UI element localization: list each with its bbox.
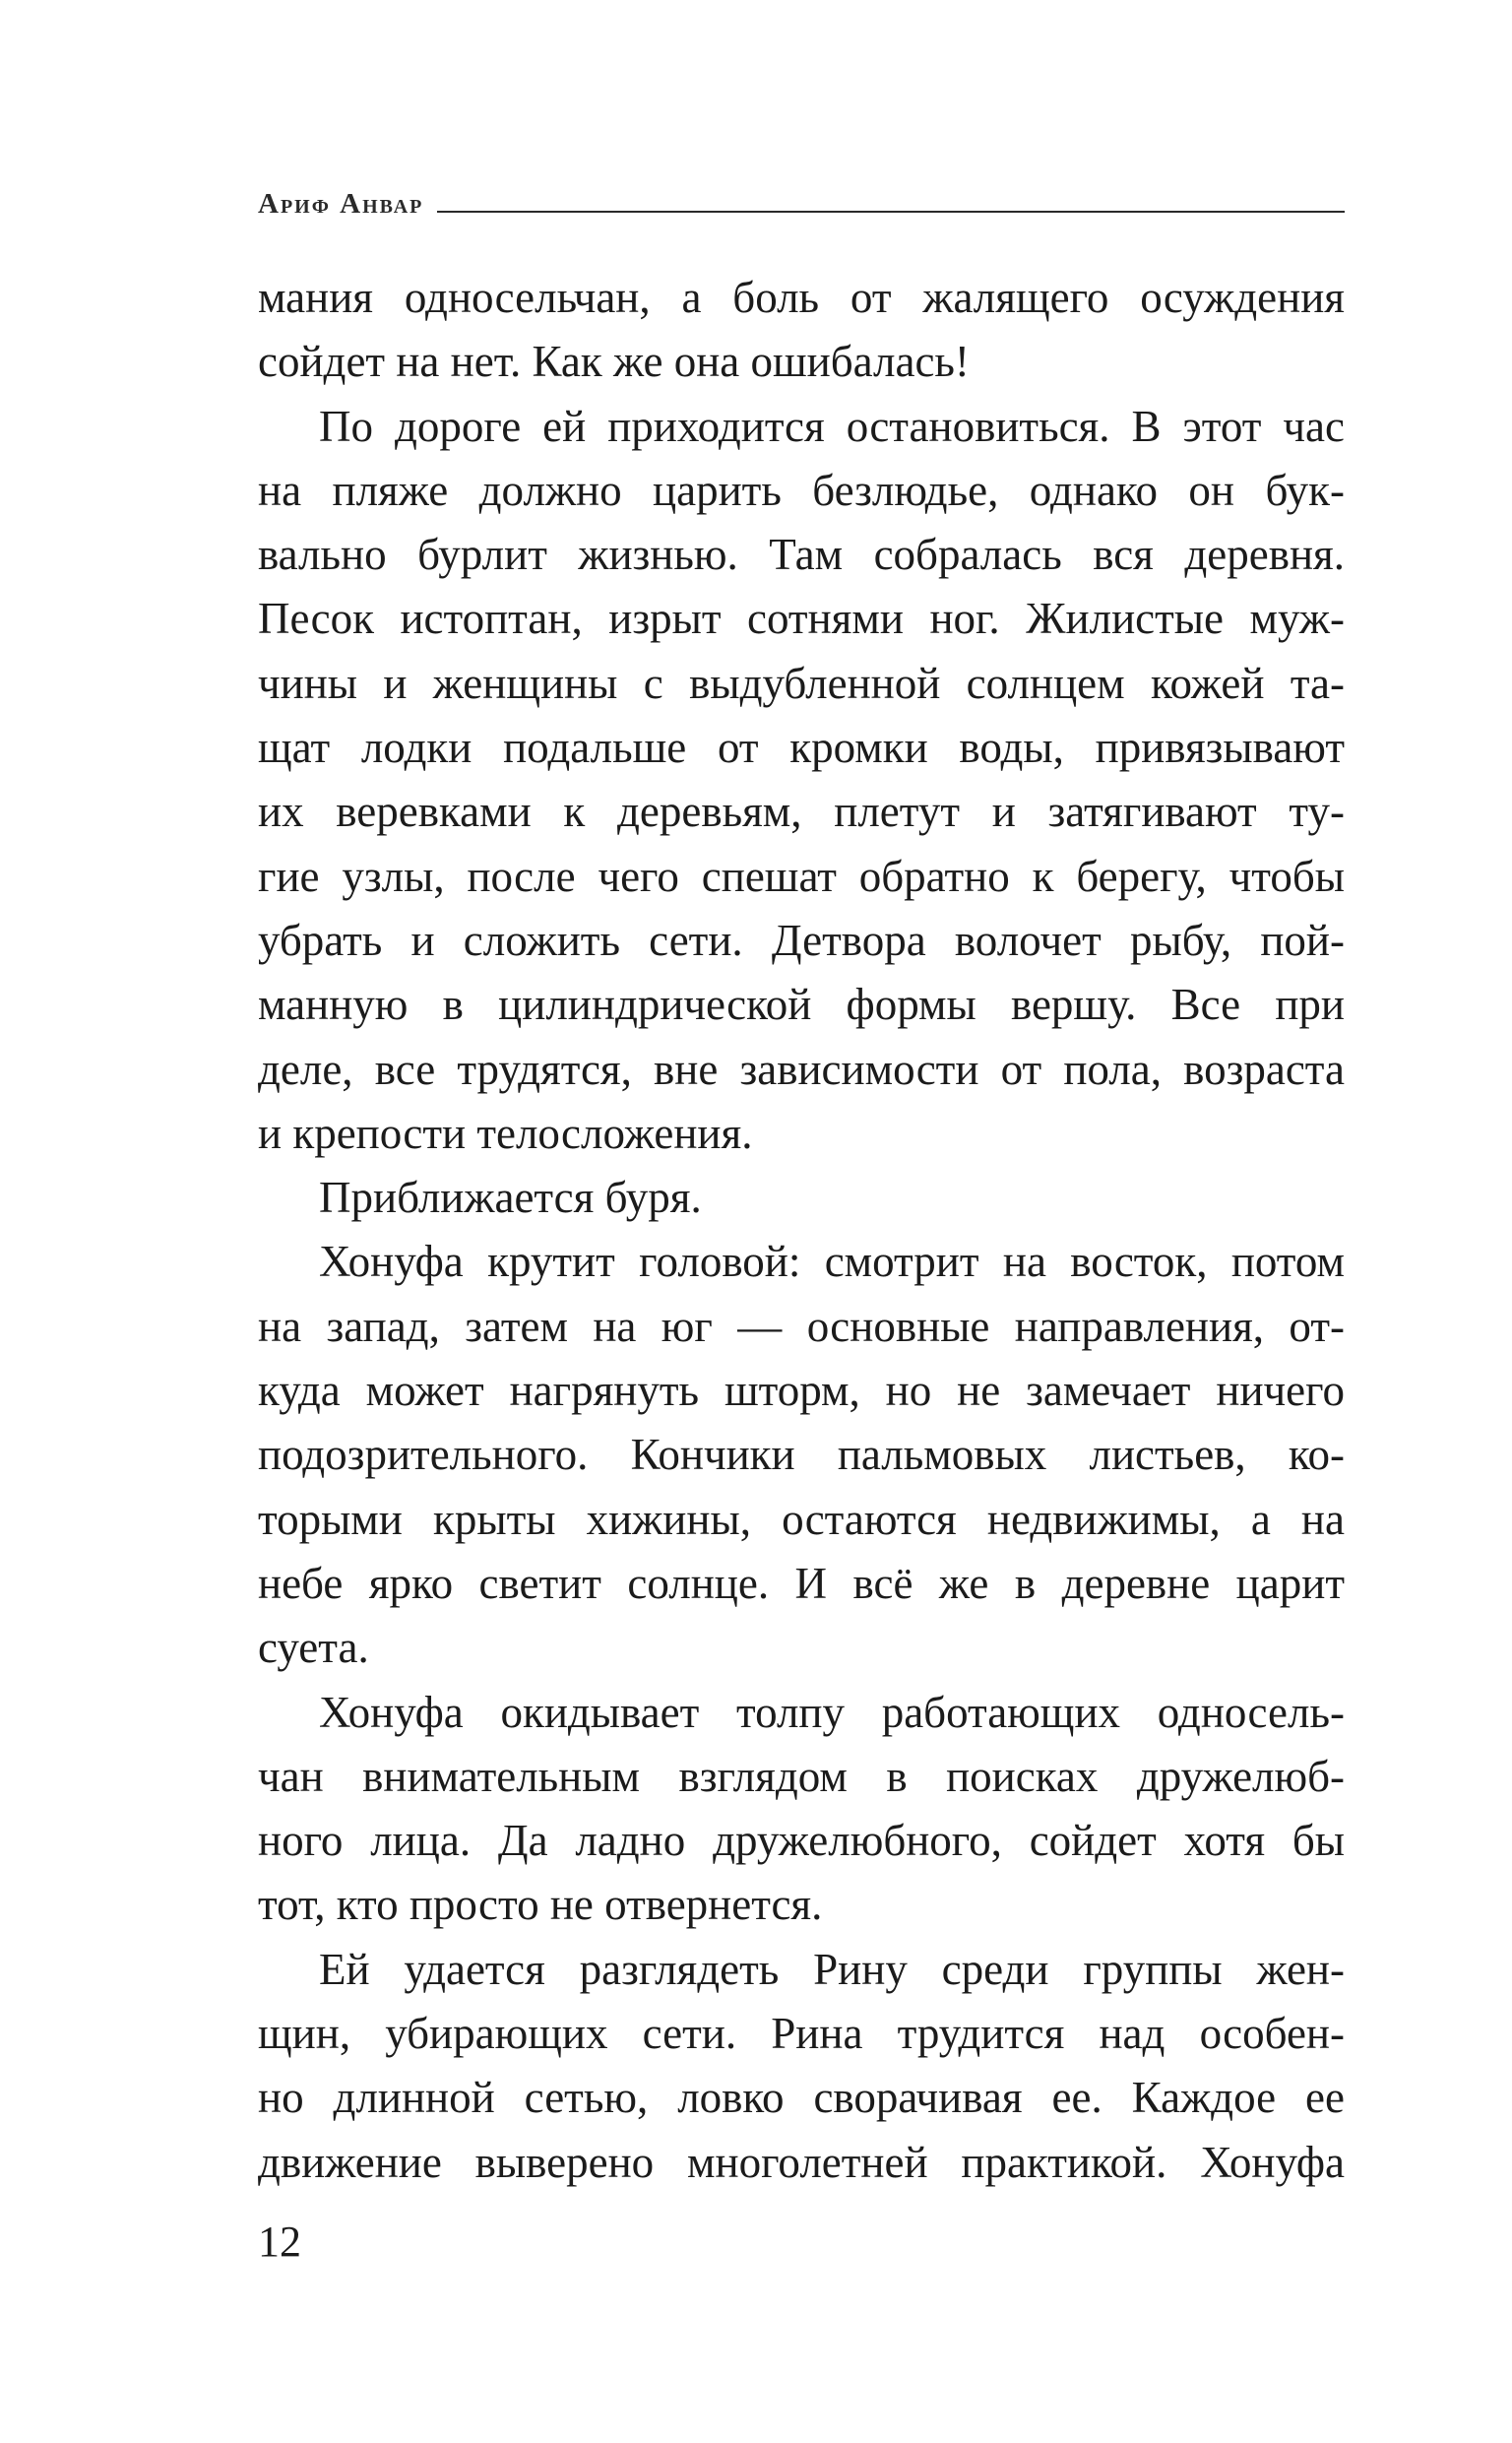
text-line: тот, кто просто не отвернется. [258, 1880, 823, 1930]
text-line: манную в цилиндрической формы вершу. Все при [258, 980, 1345, 1030]
text-line: ного лица. Да ладно дружелюбного, сойдет хотя бы [258, 1816, 1345, 1866]
text-line: суета. [258, 1623, 369, 1673]
text-line: и крепости телосложения. [258, 1108, 753, 1158]
text-line: деле, все трудятся, вне зависимости от пола, возраста [258, 1044, 1345, 1094]
text-line: Приближается буря. [319, 1173, 702, 1223]
text-line: куда может нагрянуть шторм, но не замечает ничего [258, 1366, 1345, 1416]
text-line: Ей удается разглядеть Рину среди группы жен- [319, 1944, 1345, 1994]
text-line: торыми крыты хижины, остаются недвижимы, а на [258, 1494, 1345, 1544]
body-text [258, 266, 1345, 2195]
text-line: но длинной сетью, ловко сворачивая ее. Каждое ее [258, 2073, 1345, 2123]
text-line: небе ярко светит солнце. И всё же в деревне царит [258, 1558, 1345, 1608]
text-line: По дороге ей приходится остановиться. В этот час [319, 401, 1345, 451]
text-line: убрать и сложить сети. Детвора волочет рыбу, пой- [258, 915, 1345, 965]
text-line: сойдет на нет. Как же она ошибалась! [258, 337, 970, 387]
text-line: на пляже должно царить безлюдье, однако он бук- [258, 465, 1345, 515]
text-line: чины и женщины с выдубленной солнцем кожей та- [258, 658, 1345, 708]
text-line: щин, убирающих сети. Рина трудится над особен- [258, 2009, 1345, 2059]
page-number: 12 [258, 2218, 301, 2266]
text-line: на запад, затем на юг — основные направления, от- [258, 1301, 1345, 1351]
text-line: движение выверено многолетней практикой. Хонуфа [258, 2137, 1345, 2187]
text-line: Хонуфа окидывает толпу работающих односель- [319, 1687, 1345, 1737]
text-line: Хонуфа крутит головой: смотрит на восток, потом [319, 1237, 1345, 1287]
text-line: гие узлы, после чего спешат обратно к берегу, чтобы [258, 851, 1345, 901]
text-line: Песок истоптан, изрыт сотнями ног. Жилистые муж- [258, 594, 1345, 644]
text-line: их веревками к деревьям, плетут и затягивают ту- [258, 787, 1345, 837]
author-name: Ариф Анвар [258, 188, 424, 220]
header-rule [437, 211, 1345, 213]
text-line: подозрительного. Кончики пальмовых листьев, ко- [258, 1430, 1345, 1480]
text-line: вально бурлит жизнью. Там собралась вся деревня. [258, 530, 1345, 580]
text-line: щат лодки подальше от кромки воды, привязывают [258, 723, 1345, 773]
text-line: чан внимательным взглядом в поисках дружелюб- [258, 1751, 1345, 1801]
running-header [258, 179, 1345, 219]
text-line: мания односельчан, а боль от жалящего осуждения [258, 273, 1345, 322]
